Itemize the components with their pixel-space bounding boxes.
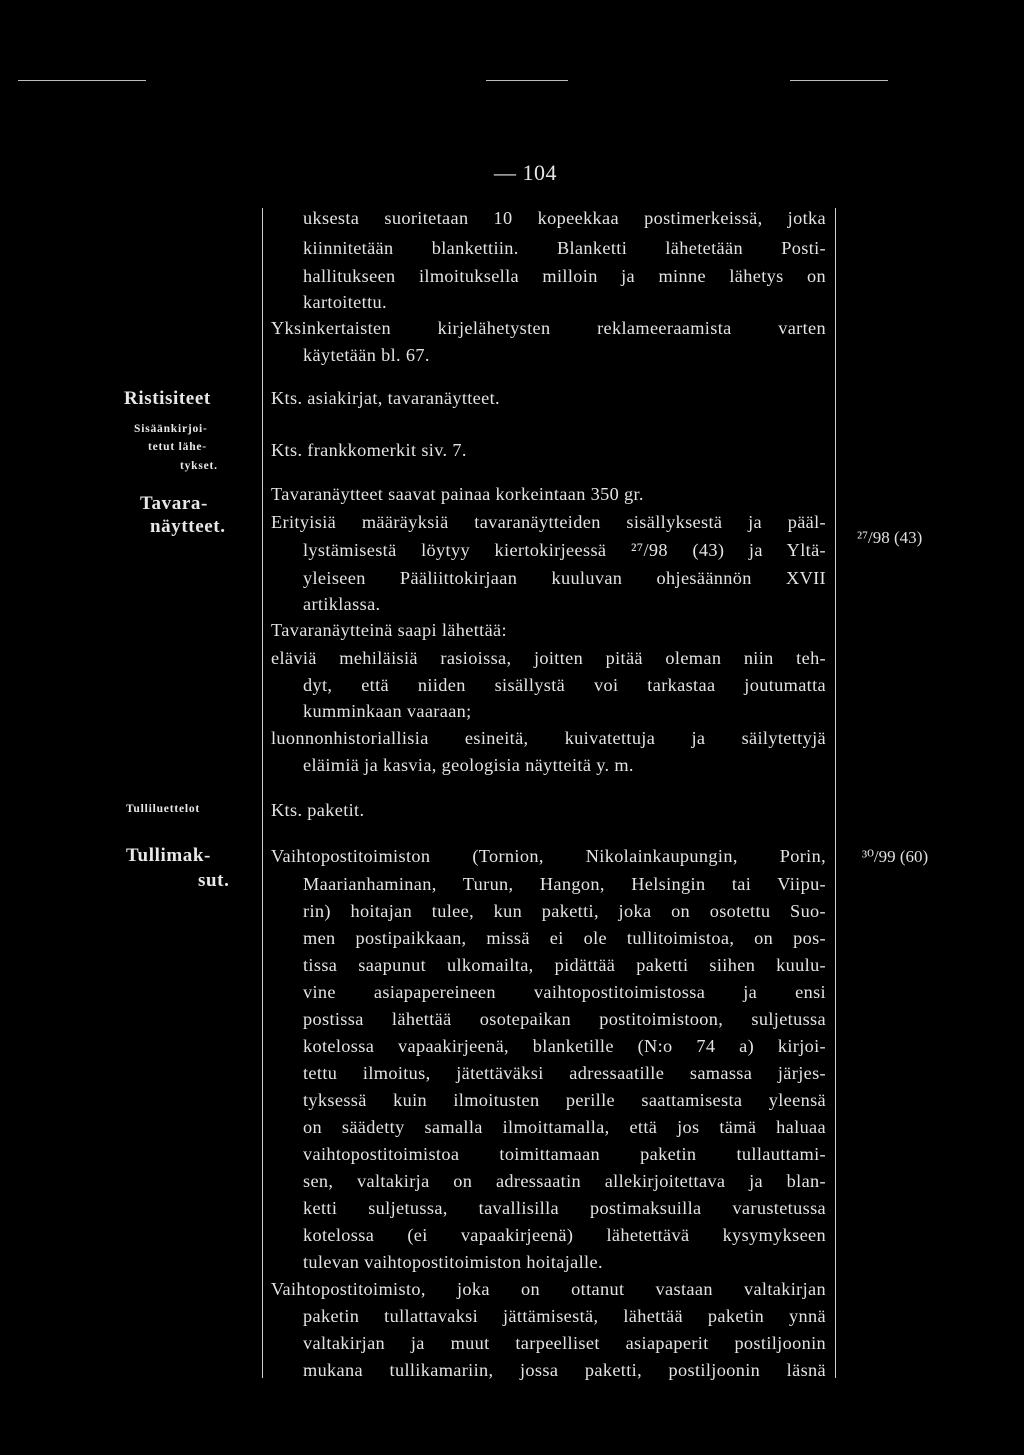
body-line: ketti suljetussa, tavallisilla postimaksuilla varustetussa bbox=[303, 1198, 826, 1218]
margin-heading-tulliluettelot: Tulliluettelot bbox=[126, 803, 201, 815]
margin-heading-tavaranaytteet-1: Tavara- bbox=[140, 493, 208, 514]
body-line: kartoitettu. bbox=[303, 292, 387, 312]
right-column-divider bbox=[835, 208, 836, 1378]
body-line: tissa saapunut ulkomailta, pidättää paketti siihen kuulu- bbox=[303, 955, 826, 975]
body-line: käytetään bl. 67. bbox=[303, 345, 430, 365]
body-line: valtakirjan ja muut tarpeelliset asiapaperit postiljoonin bbox=[303, 1333, 826, 1353]
body-line: Maarianhaminan, Turun, Hangon, Helsingin tai Viipu- bbox=[303, 874, 826, 894]
margin-ref-tullimaksut: ³⁰/99 (60) bbox=[862, 847, 929, 866]
body-line: Yksinkertaisten kirjelähetysten reklameeraamista varten bbox=[271, 318, 826, 338]
body-line: kotelossa vapaakirjeenä, blanketille (N:o 74 a) kirjoi- bbox=[303, 1036, 826, 1056]
body-line: Kts. asiakirjat, tavaranäytteet. bbox=[271, 388, 500, 408]
body-line: luonnonhistoriallisia esineitä, kuivatettuja ja säilytettyjä bbox=[271, 728, 826, 748]
body-line: vaihtopostitoimistoa toimittamaan paketin tullauttami- bbox=[303, 1144, 826, 1164]
body-line: kotelossa (ei vapaakirjeenä) lähetettävä kysymykseen bbox=[303, 1225, 826, 1245]
body-line: Kts. paketit. bbox=[271, 800, 365, 820]
body-line: Erityisiä määräyksiä tavaranäytteiden sisällyksestä ja pääl- bbox=[271, 512, 826, 532]
body-line: rin) hoitajan tulee, kun paketti, joka on osotettu Suo- bbox=[303, 901, 826, 921]
body-line: vine asiapapereineen vaihtopostitoimistossa ja ensi bbox=[303, 982, 826, 1002]
margin-heading-tullimaksut-2: sut. bbox=[198, 870, 230, 891]
body-line: Vaihtopostitoimisto, joka on ottanut vastaan valtakirjan bbox=[271, 1279, 826, 1299]
body-line: sen, valtakirja on adressaatin allekirjoitettava ja blan- bbox=[303, 1171, 826, 1191]
body-line: postissa lähettää osotepaikan postitoimistoon, suljetussa bbox=[303, 1009, 826, 1029]
body-line: kumminkaan vaaraan; bbox=[303, 701, 472, 721]
margin-heading-ristisiteet: Ristisiteet bbox=[124, 388, 211, 409]
top-rule-right bbox=[790, 80, 888, 81]
top-rule-mid bbox=[486, 80, 568, 81]
margin-ref-tavaranaytteet: ²⁷/98 (43) bbox=[857, 528, 923, 547]
left-column-divider bbox=[262, 208, 263, 1378]
body-line: Tavaranäytteinä saapi lähettää: bbox=[271, 620, 507, 640]
body-line: Tavaranäytteet saavat painaa korkeintaan 350 gr. bbox=[271, 484, 644, 504]
margin-heading-tavaranaytteet-2: näytteet. bbox=[150, 516, 226, 537]
body-line: tettu ilmoitus, jätettäväksi adressaatille samassa järjes- bbox=[303, 1063, 826, 1083]
body-line: artiklassa. bbox=[303, 594, 381, 614]
body-line: on säädetty samalla ilmoittamalla, että jos tämä haluaa bbox=[303, 1117, 826, 1137]
body-line: dyt, että niiden sisällystä voi tarkastaa joutumatta bbox=[303, 675, 826, 695]
body-line: tyksessä kuin ilmoitusten perille saattamisesta yleensä bbox=[303, 1090, 826, 1110]
body-line: Vaihtopostitoimiston (Tornion, Nikolainkaupungin, Porin, bbox=[271, 846, 826, 866]
body-line: yleiseen Pääliittokirjaan kuuluvan ohjesäännön XVII bbox=[303, 568, 826, 588]
body-line: eläimiä ja kasvia, geologisia näytteitä y. m. bbox=[303, 755, 634, 775]
body-line: men postipaikkaan, missä ei ole tullitoimistoa, on pos- bbox=[303, 928, 826, 948]
body-line: lystämisestä löytyy kiertokirjeessä ²⁷/98 (43) ja Yltä- bbox=[303, 540, 826, 560]
margin-heading-tullimaksut-1: Tullimak- bbox=[126, 845, 211, 866]
body-line: Kts. frankkomerkit siv. 7. bbox=[271, 440, 467, 460]
body-line: mukana tullikamariin, jossa paketti, postiljoonin läsnä bbox=[303, 1360, 826, 1380]
margin-heading-sisaankirjoitetut-3: tykset. bbox=[180, 460, 218, 472]
body-line: uksesta suoritetaan 10 kopeekkaa postimerkeissä, jotka bbox=[303, 208, 826, 228]
body-line: kiinnitetään blankettiin. Blanketti lähetetään Posti- bbox=[303, 238, 826, 258]
page-number: — 104 bbox=[494, 160, 557, 185]
top-rule-left bbox=[18, 80, 146, 81]
body-line: eläviä mehiläisiä rasioissa, joitten pitää oleman niin teh- bbox=[271, 648, 826, 668]
body-line: tulevan vaihtopostitoimiston hoitajalle. bbox=[303, 1252, 603, 1272]
body-line: paketin tullattavaksi jättämisestä, lähettää paketin ynnä bbox=[303, 1306, 826, 1326]
body-line: hallitukseen ilmoituksella milloin ja minne lähetys on bbox=[303, 266, 826, 286]
margin-heading-sisaankirjoitetut-1: Sisäänkirjoi- bbox=[134, 423, 208, 435]
margin-heading-sisaankirjoitetut-2: tetut lähe- bbox=[148, 441, 207, 453]
